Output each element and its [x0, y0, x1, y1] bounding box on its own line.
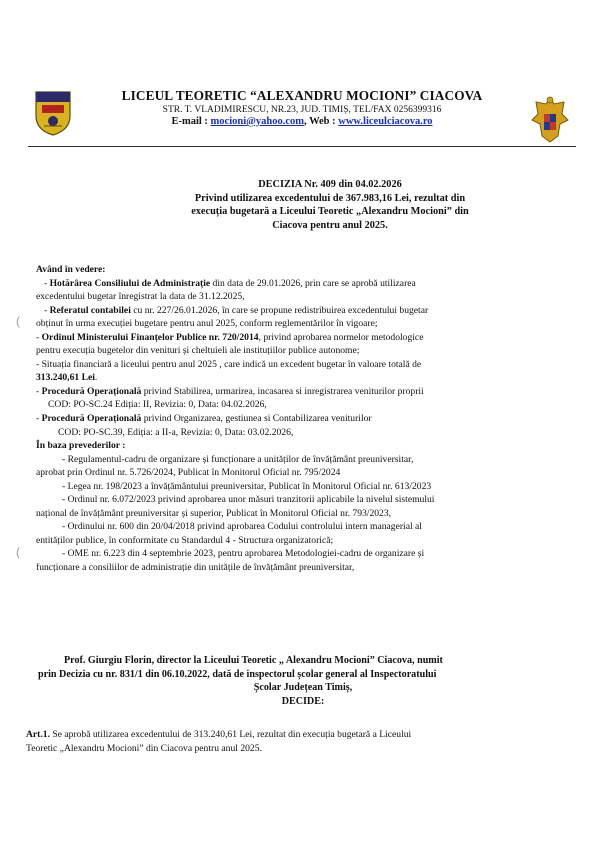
list-item: - Referatul contabilei cu nr. 227/26.01.2026, în care se propune redistribuirea excedentului bugetar	[44, 304, 429, 316]
decides-heading: DECIDE:	[281, 695, 325, 707]
article-1-label: Art.1.	[26, 729, 50, 740]
procedure-code: COD: PO-SC.39, Ediția: a II-a, Revizia: 0, Data: 03.02.2026,	[58, 426, 294, 438]
list-item: - Ordinului nr. 600 din 20/04/2018 privind aprobarea Codului controlului intern managerial al	[62, 521, 422, 533]
legal-basis-heading: În baza prevederilor :	[36, 440, 126, 452]
list-item-cont: aprobat prin Ordinul nr. 5.726/2024, Publicat în Monitorul Oficial nr. 795/2024	[36, 467, 341, 479]
romania-coat-of-arms-icon	[530, 94, 570, 144]
list-item: - OME nr. 6.223 din 4 septembrie 2023, pentru aprobarea Metodologiei-cadru de organizare și	[62, 548, 425, 560]
director-line2: prin Decizia cu nr. 831/1 din 06.10.2022, dată de inspectorul școlar general al Inspectoratului	[38, 668, 437, 680]
web-link[interactable]: www.liceulciacova.ro	[338, 116, 433, 127]
decision-subject-line1: Privind utilizarea excedentului de 367.983,16 Lei, rezultat din	[194, 192, 466, 204]
list-item-cont: funcționare a consiliilor de administrație din unitățile de învățământ preuniversitar,	[36, 562, 355, 574]
director-statement	[38, 654, 568, 708]
list-item: - Legea nr. 198/2023 a învățământului preuniversitar, Publicat în Monitorul Oficial nr. 613/2023	[62, 480, 432, 492]
list-item-cont: 313.240,61 Lei.	[36, 372, 98, 384]
margin-mark: (	[16, 314, 20, 328]
letterhead-text	[88, 88, 516, 127]
list-item: - Regulamentul-cadru de organizare și funcționare a unităților de învățământ preuniversitar,	[62, 453, 414, 465]
list-item-cont: excedentului bugetar înregistrat la data de 31.12.2025,	[36, 291, 245, 303]
director-line3: Școlar Județean Timiș,	[253, 682, 353, 693]
list-item-cont: obținut în urma execuției bugetare pentru anul 2025, conform reglementărilor în vigoare;	[36, 318, 378, 330]
school-crest-icon	[34, 90, 72, 136]
article-1	[26, 728, 572, 755]
email-label: E-mail :	[171, 116, 211, 127]
list-item-cont: entităților publice, în conformitate cu Standardul 4 - Structura organizatorică;	[36, 534, 334, 546]
list-item: - Situația financiară a liceului pentru anul 2025 , care indică un excedent bugetar în valoare totală de	[36, 358, 422, 370]
decision-title	[150, 178, 510, 232]
school-name: LICEUL TEORETIC “ALEXANDRU MOCIONI” CIACOVA	[121, 88, 483, 103]
list-item: - Ordinul nr. 6.072/2023 privind aprobarea unor măsuri tranzitorii aplicabile la nivelul sistemului	[62, 494, 435, 506]
list-item: - Procedură Operațională privind Organizarea, gestiunea si Contabilizarea veniturilor	[36, 413, 372, 425]
list-item-cont: pentru execuția bugetelor din venituri și cheltuieli ale instituțiilor publice autonome;	[36, 345, 360, 357]
margin-mark: (	[16, 545, 20, 559]
list-item: - Hotărârea Consiliului de Administrație din data de 29.01.2026, prin care se aprobă utilizarea	[44, 277, 416, 289]
decision-subject-line2: execuția bugetară a Liceului Teoretic „Alexandru Mocioni” din	[191, 206, 469, 217]
considering-heading: Având în vedere:	[36, 264, 106, 275]
decision-body	[36, 263, 568, 575]
web-label: , Web :	[304, 116, 339, 127]
list-item: - Procedură Operațională privind Stabilirea, urmarirea, incasarea si inregistrarea veniturilor proprii	[36, 385, 424, 397]
email-link[interactable]: mocioni@yahoo.com	[210, 116, 305, 127]
school-contact	[88, 116, 516, 127]
school-address: STR. T. VLADIMIRESCU, NR.23, JUD. TIMIȘ, TEL/FAX 0256399316	[162, 105, 442, 115]
letterhead	[28, 86, 576, 148]
procedure-code: COD: PO-SC.24 Ediția: II, Revizia: 0, Data: 04.02.2026,	[48, 399, 267, 411]
decision-subject-line3: Ciacova pentru anul 2025.	[272, 219, 388, 231]
decision-number: DECIZIA Nr. 409 din 04.02.2026	[258, 179, 402, 190]
article-1-cont: Teoretic „Alexandru Mocioni” din Ciacova pentru anul 2025.	[26, 742, 262, 754]
list-item-cont: național de învățământ preuniversitar și superior, Publicat în Monitorul Oficial nr. 793/2023,	[36, 507, 392, 519]
list-item: - Ordinul Ministerului Finanțelor Publice nr. 720/2014, privind aprobarea normelor metodologice	[36, 331, 424, 343]
director-line1: Prof. Giurgiu Florin, director la Liceului Teoretic „ Alexandru Mocioni” Ciacova, numit	[64, 655, 443, 666]
header-divider	[28, 146, 576, 147]
article-1-text: Art.1. Se aprobă utilizarea excedentului de 313.240,61 Lei, rezultat din execuția bugetară a Liceului	[26, 729, 412, 740]
